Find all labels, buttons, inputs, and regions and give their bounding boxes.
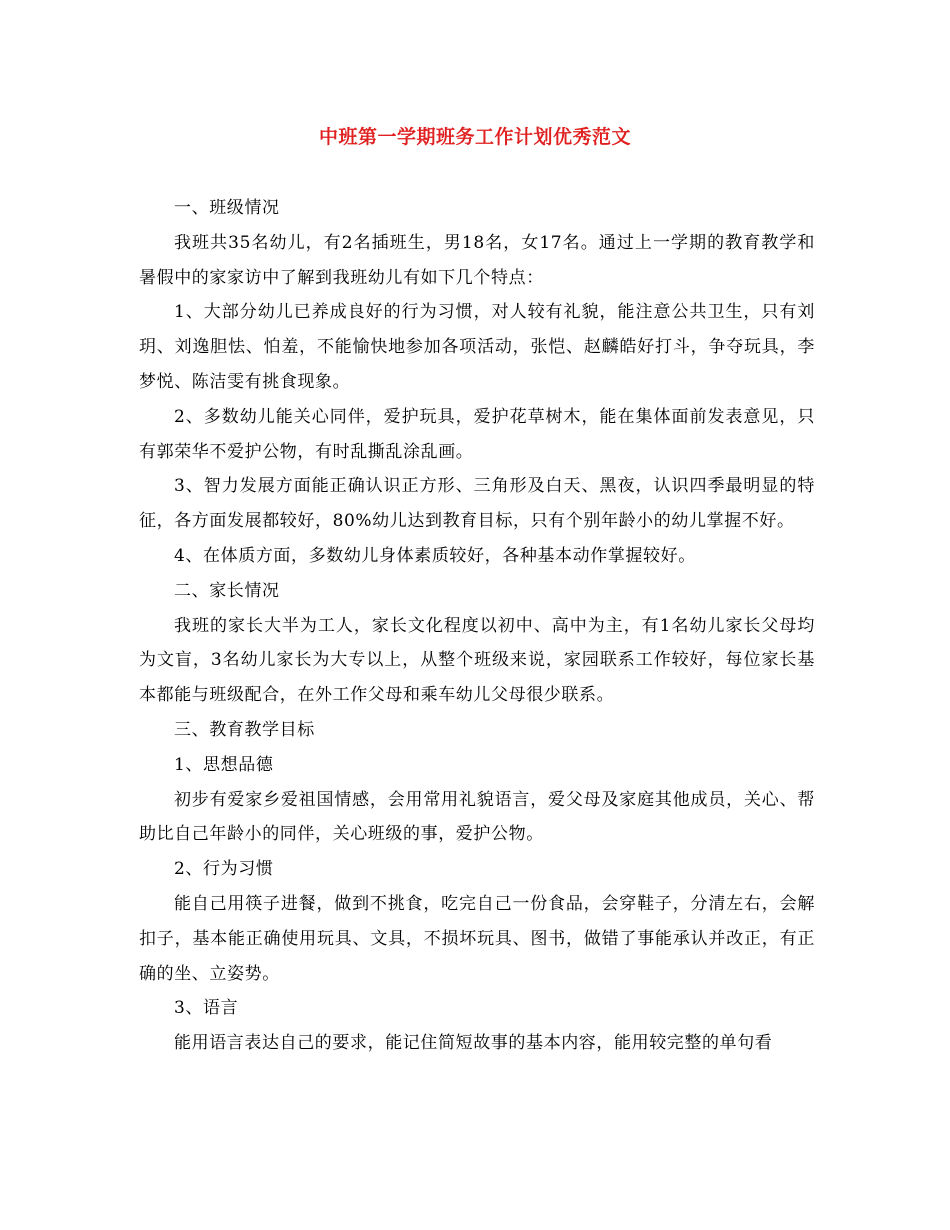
subsection-heading: 3、语言 xyxy=(174,998,239,1019)
paragraph: 3、智力发展方面能正确认识正方形、三角形及白天、黑夜，认识四季最明显的特征，各方面发展都较好，80%幼儿达到教育目标，只有个别年龄小的幼儿掌握不好。 xyxy=(139,476,815,532)
paragraph: 我班共35名幼儿，有2名插班生，男18名，女17名。通过上一学期的教育教学和暑假中的家家访中了解到我班幼儿有如下几个特点： xyxy=(139,232,815,288)
section-heading: 三、教育教学目标 xyxy=(174,719,315,740)
document-title: 中班第一学期班务工作计划优秀范文 xyxy=(318,126,631,148)
document-body xyxy=(139,191,815,1061)
paragraph: 4、在体质方面，多数幼儿身体素质较好，各种基本动作掌握较好。 xyxy=(174,545,696,566)
paragraph: 能自己用筷子进餐，做到不挑食，吃完自己一份食品，会穿鞋子，分清左右，会解扣子，基本能正确使用玩具、文具，不损坏玩具、图书，做错了事能承认并改正，有正确的坐、立姿势。 xyxy=(139,893,815,984)
section-heading: 二、家长情况 xyxy=(174,580,280,601)
paragraph: 1、大部分幼儿已养成良好的行为习惯，对人较有礼貌，能注意公共卫生，只有刘玥、刘逸胆怯、怕羞，不能愉快地参加各项活动，张恺、赵麟皓好打斗，争夺玩具，李梦悦、陈洁雯有挑食现象。 xyxy=(139,302,815,392)
paragraph: 2、多数幼儿能关心同伴，爱护玩具，爱护花草树木，能在集体面前发表意见，只有郭荣华不爱护公物，有时乱撕乱涂乱画。 xyxy=(139,406,815,462)
subsection-heading: 2、行为习惯 xyxy=(174,859,274,880)
paragraph: 能用语言表达自己的要求，能记住简短故事的基本内容，能用较完整的单句看 xyxy=(174,1033,773,1054)
section-heading: 一、班级情况 xyxy=(174,198,280,218)
subsection-heading: 1、思想品德 xyxy=(174,754,274,775)
paragraph: 初步有爱家乡爱祖国情感，会用常用礼貌语言，爱父母及家庭其他成员，关心、帮助比自己年龄小的同伴，关心班级的事，爱护公物。 xyxy=(139,789,815,845)
paragraph: 我班的家长大半为工人，家长文化程度以初中、高中为主，有1名幼儿家长父母均为文盲，3名幼儿家长为大专以上，从整个班级来说，家园联系工作较好，每位家长基本都能与班级配合，在外工作父母和乘车幼儿父母很少联系。 xyxy=(139,615,815,706)
